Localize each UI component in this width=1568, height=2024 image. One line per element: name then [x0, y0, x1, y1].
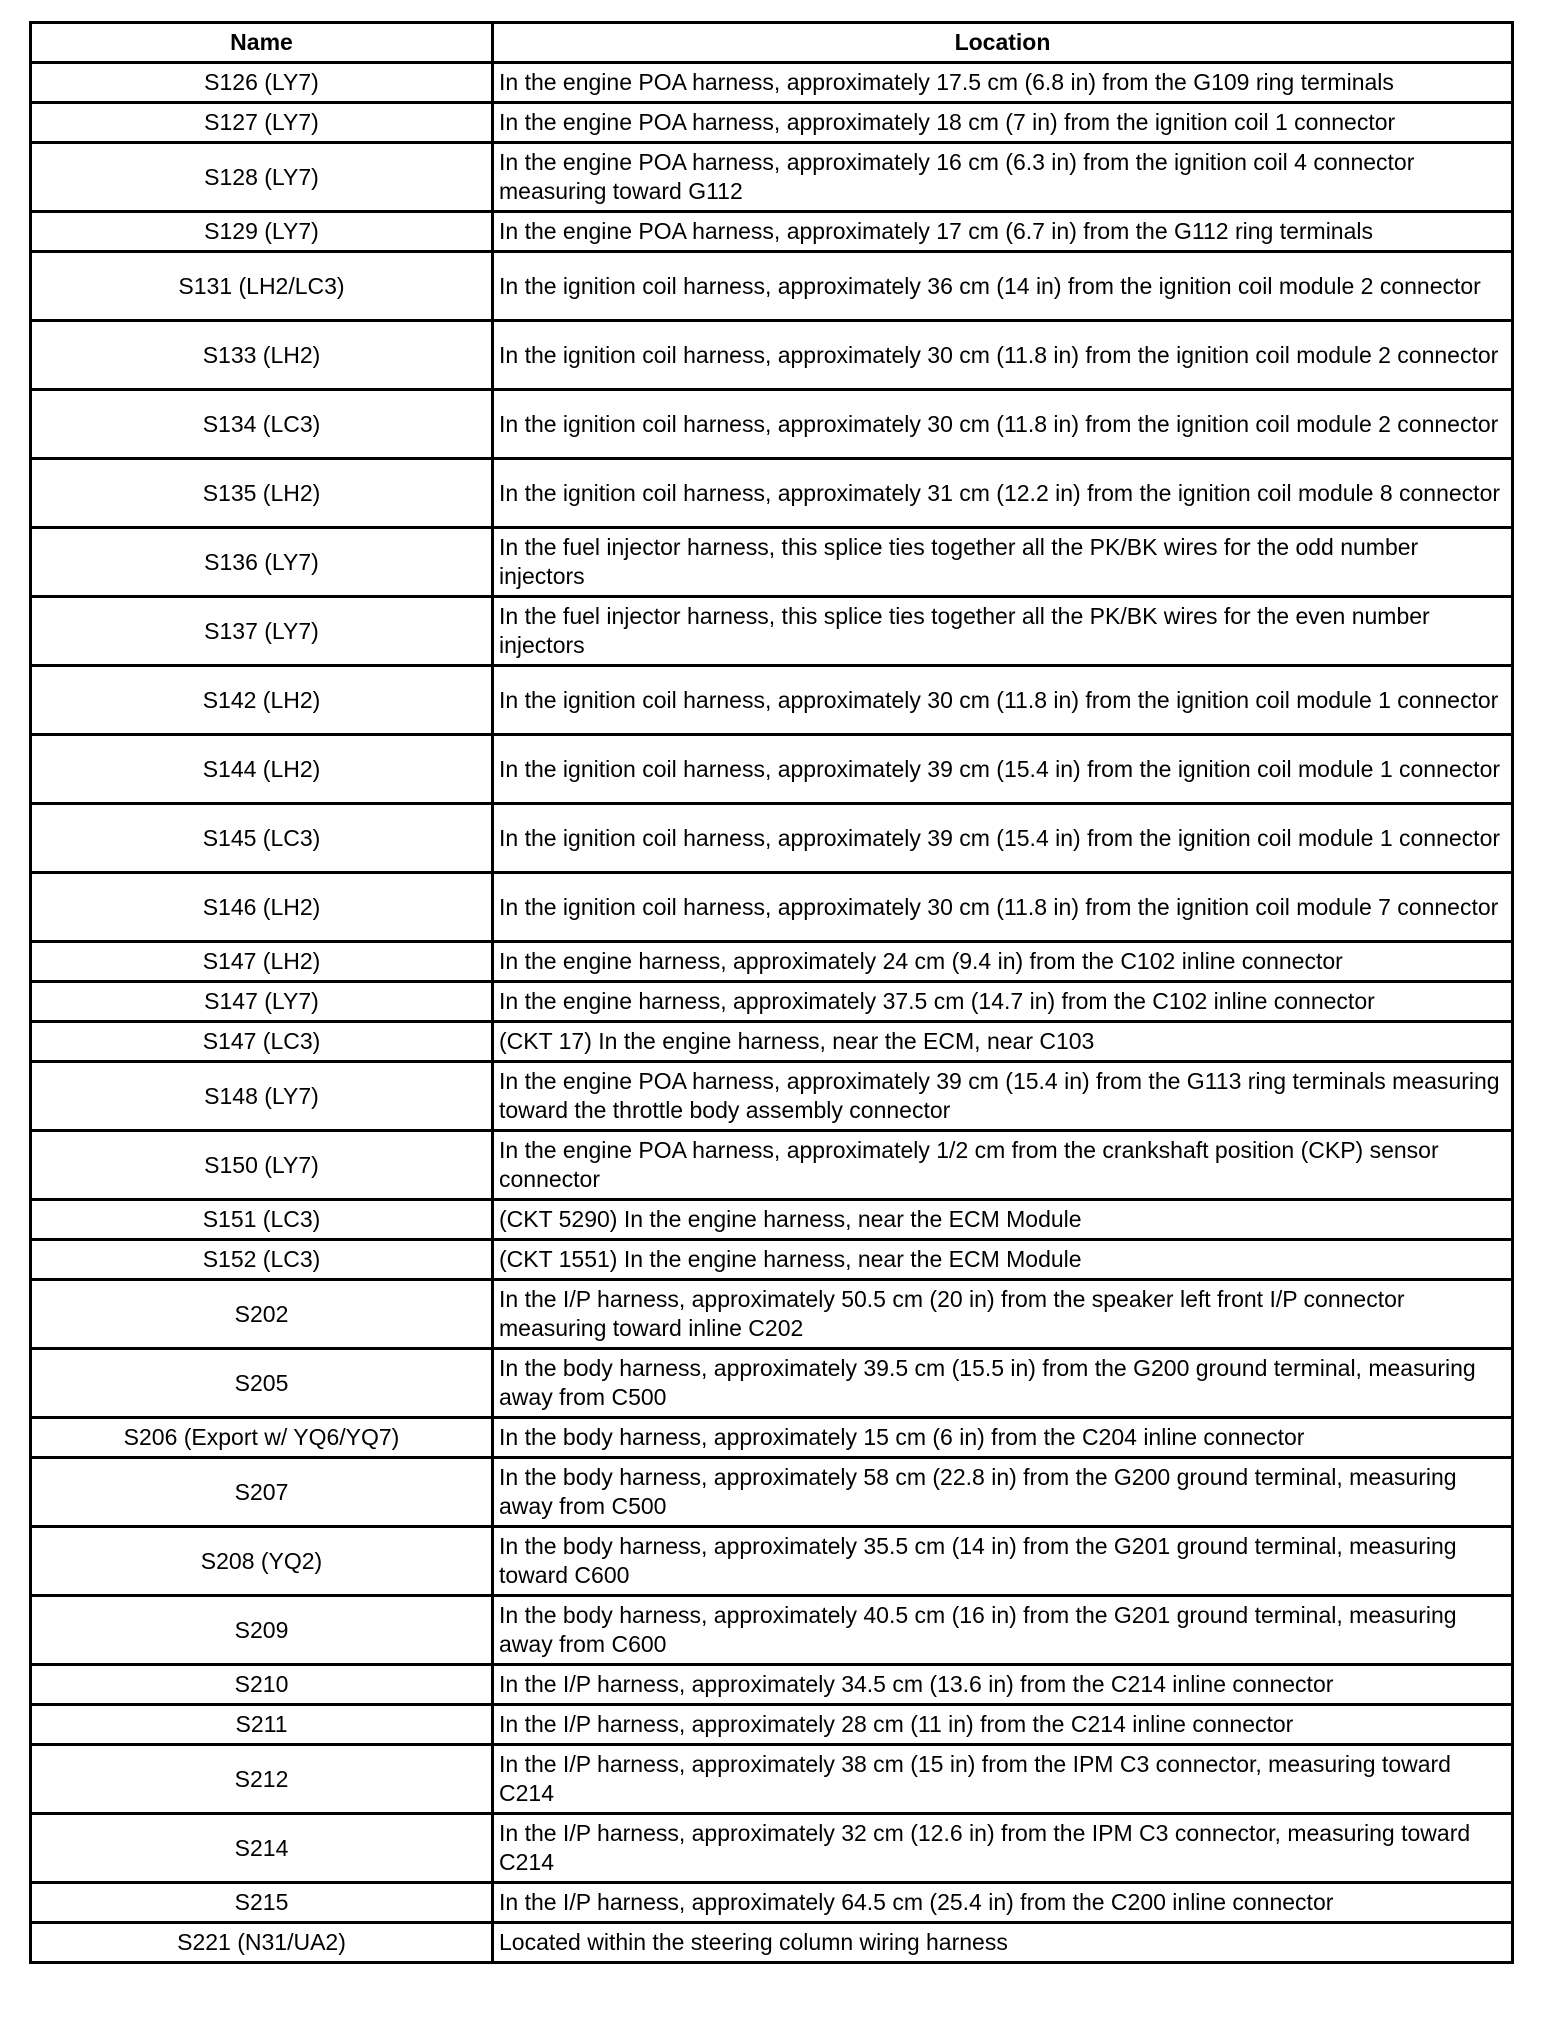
- splice-name-cell: S128 (LY7): [31, 143, 493, 212]
- column-header-location: Location: [493, 23, 1513, 63]
- splice-name-cell: S133 (LH2): [31, 321, 493, 390]
- splice-location-cell: In the engine POA harness, approximately 17.5 cm (6.8 in) from the G109 ring terminals: [493, 63, 1513, 103]
- splice-name-cell: S129 (LY7): [31, 212, 493, 252]
- table-row: [31, 1131, 1513, 1200]
- splice-name-cell: S148 (LY7): [31, 1062, 493, 1131]
- splice-location-cell: In the I/P harness, approximately 64.5 cm (25.4 in) from the C200 inline connector: [493, 1883, 1513, 1923]
- splice-location-cell: (CKT 17) In the engine harness, near the ECM, near C103: [493, 1022, 1513, 1062]
- splice-location-cell: In the ignition coil harness, approximately 31 cm (12.2 in) from the ignition coil module 8 connector: [493, 459, 1513, 528]
- splice-location-cell: In the I/P harness, approximately 50.5 cm (20 in) from the speaker left front I/P connector measuring toward inline C202: [493, 1280, 1513, 1349]
- table-row: [31, 1665, 1513, 1705]
- table-row: [31, 528, 1513, 597]
- table-header: [31, 23, 1513, 63]
- splice-location-cell: In the engine POA harness, approximately 17 cm (6.7 in) from the G112 ring terminals: [493, 212, 1513, 252]
- splice-location-cell: In the engine POA harness, approximately 16 cm (6.3 in) from the ignition coil 4 connector measuring toward G112: [493, 143, 1513, 212]
- table-row: [31, 252, 1513, 321]
- table-body: [31, 63, 1513, 1963]
- splice-name-cell: S152 (LC3): [31, 1240, 493, 1280]
- table-row: [31, 1200, 1513, 1240]
- table-row: [31, 459, 1513, 528]
- table-row: [31, 1349, 1513, 1418]
- table-row: [31, 1240, 1513, 1280]
- splice-location-cell: In the body harness, approximately 39.5 cm (15.5 in) from the G200 ground terminal, measuring away from C500: [493, 1349, 1513, 1418]
- splice-location-cell: In the ignition coil harness, approximately 30 cm (11.8 in) from the ignition coil module 2 connector: [493, 390, 1513, 459]
- splice-name-cell: S205: [31, 1349, 493, 1418]
- table-row: [31, 1062, 1513, 1131]
- column-header-name: Name: [31, 23, 493, 63]
- table-row: [31, 1527, 1513, 1596]
- table-row: [31, 735, 1513, 804]
- splice-name-cell: S135 (LH2): [31, 459, 493, 528]
- splice-location-cell: (CKT 1551) In the engine harness, near the ECM Module: [493, 1240, 1513, 1280]
- table-row: [31, 942, 1513, 982]
- splice-location-cell: (CKT 5290) In the engine harness, near the ECM Module: [493, 1200, 1513, 1240]
- splice-name-cell: S131 (LH2/LC3): [31, 252, 493, 321]
- splice-name-cell: S212: [31, 1745, 493, 1814]
- splice-location-table: [29, 21, 1514, 1964]
- splice-location-cell: In the I/P harness, approximately 28 cm (11 in) from the C214 inline connector: [493, 1705, 1513, 1745]
- table-row: [31, 873, 1513, 942]
- header-row: [31, 23, 1513, 63]
- table-row: [31, 597, 1513, 666]
- table-row: [31, 804, 1513, 873]
- table-row: [31, 1705, 1513, 1745]
- splice-location-cell: In the I/P harness, approximately 34.5 cm (13.6 in) from the C214 inline connector: [493, 1665, 1513, 1705]
- splice-location-cell: In the fuel injector harness, this splice ties together all the PK/BK wires for the even number injectors: [493, 597, 1513, 666]
- splice-name-cell: S127 (LY7): [31, 103, 493, 143]
- splice-name-cell: S208 (YQ2): [31, 1527, 493, 1596]
- table-row: [31, 982, 1513, 1022]
- table-row: [31, 1280, 1513, 1349]
- splice-name-cell: S145 (LC3): [31, 804, 493, 873]
- splice-name-cell: S202: [31, 1280, 493, 1349]
- table-row: [31, 1596, 1513, 1665]
- splice-location-cell: Located within the steering column wiring harness: [493, 1923, 1513, 1963]
- splice-location-cell: In the ignition coil harness, approximately 30 cm (11.8 in) from the ignition coil module 1 connector: [493, 666, 1513, 735]
- splice-location-cell: In the engine harness, approximately 24 cm (9.4 in) from the C102 inline connector: [493, 942, 1513, 982]
- splice-location-cell: In the engine POA harness, approximately 18 cm (7 in) from the ignition coil 1 connector: [493, 103, 1513, 143]
- splice-location-cell: In the body harness, approximately 58 cm (22.8 in) from the G200 ground terminal, measuring away from C500: [493, 1458, 1513, 1527]
- table-row: [31, 1883, 1513, 1923]
- table-row: [31, 1022, 1513, 1062]
- splice-location-cell: In the engine POA harness, approximately 39 cm (15.4 in) from the G113 ring terminals measuring toward the throttle body assembly connector: [493, 1062, 1513, 1131]
- splice-location-cell: In the I/P harness, approximately 38 cm (15 in) from the IPM C3 connector, measuring toward C214: [493, 1745, 1513, 1814]
- splice-location-cell: In the fuel injector harness, this splice ties together all the PK/BK wires for the odd number injectors: [493, 528, 1513, 597]
- splice-location-cell: In the engine harness, approximately 37.5 cm (14.7 in) from the C102 inline connector: [493, 982, 1513, 1022]
- splice-location-cell: In the body harness, approximately 40.5 cm (16 in) from the G201 ground terminal, measuring away from C600: [493, 1596, 1513, 1665]
- table-row: [31, 103, 1513, 143]
- table-row: [31, 1458, 1513, 1527]
- table-row: [31, 321, 1513, 390]
- splice-name-cell: S134 (LC3): [31, 390, 493, 459]
- table-row: [31, 143, 1513, 212]
- splice-location-cell: In the body harness, approximately 35.5 cm (14 in) from the G201 ground terminal, measuring toward C600: [493, 1527, 1513, 1596]
- splice-name-cell: S146 (LH2): [31, 873, 493, 942]
- splice-name-cell: S147 (LY7): [31, 982, 493, 1022]
- splice-name-cell: S207: [31, 1458, 493, 1527]
- splice-name-cell: S137 (LY7): [31, 597, 493, 666]
- table-row: [31, 212, 1513, 252]
- table-row: [31, 1418, 1513, 1458]
- splice-name-cell: S215: [31, 1883, 493, 1923]
- splice-name-cell: S210: [31, 1665, 493, 1705]
- splice-location-cell: In the body harness, approximately 15 cm (6 in) from the C204 inline connector: [493, 1418, 1513, 1458]
- table-row: [31, 1814, 1513, 1883]
- splice-location-cell: In the ignition coil harness, approximately 30 cm (11.8 in) from the ignition coil module 2 connector: [493, 321, 1513, 390]
- splice-name-cell: S136 (LY7): [31, 528, 493, 597]
- splice-location-cell: In the I/P harness, approximately 32 cm (12.6 in) from the IPM C3 connector, measuring toward C214: [493, 1814, 1513, 1883]
- splice-name-cell: S221 (N31/UA2): [31, 1923, 493, 1963]
- splice-location-cell: In the ignition coil harness, approximately 39 cm (15.4 in) from the ignition coil module 1 connector: [493, 735, 1513, 804]
- table-row: [31, 63, 1513, 103]
- splice-location-cell: In the ignition coil harness, approximately 39 cm (15.4 in) from the ignition coil module 1 connector: [493, 804, 1513, 873]
- splice-name-cell: S144 (LH2): [31, 735, 493, 804]
- splice-name-cell: S150 (LY7): [31, 1131, 493, 1200]
- splice-name-cell: S151 (LC3): [31, 1200, 493, 1240]
- splice-name-cell: S206 (Export w/ YQ6/YQ7): [31, 1418, 493, 1458]
- table-row: [31, 390, 1513, 459]
- table-row: [31, 1745, 1513, 1814]
- splice-name-cell: S147 (LC3): [31, 1022, 493, 1062]
- splice-name-cell: S209: [31, 1596, 493, 1665]
- splice-name-cell: S147 (LH2): [31, 942, 493, 982]
- splice-location-cell: In the engine POA harness, approximately 1/2 cm from the crankshaft position (CKP) sensor connector: [493, 1131, 1513, 1200]
- table-row: [31, 666, 1513, 735]
- splice-name-cell: S211: [31, 1705, 493, 1745]
- splice-location-cell: In the ignition coil harness, approximately 36 cm (14 in) from the ignition coil module 2 connector: [493, 252, 1513, 321]
- splice-name-cell: S214: [31, 1814, 493, 1883]
- splice-name-cell: S142 (LH2): [31, 666, 493, 735]
- table-row: [31, 1923, 1513, 1963]
- splice-location-cell: In the ignition coil harness, approximately 30 cm (11.8 in) from the ignition coil module 7 connector: [493, 873, 1513, 942]
- splice-name-cell: S126 (LY7): [31, 63, 493, 103]
